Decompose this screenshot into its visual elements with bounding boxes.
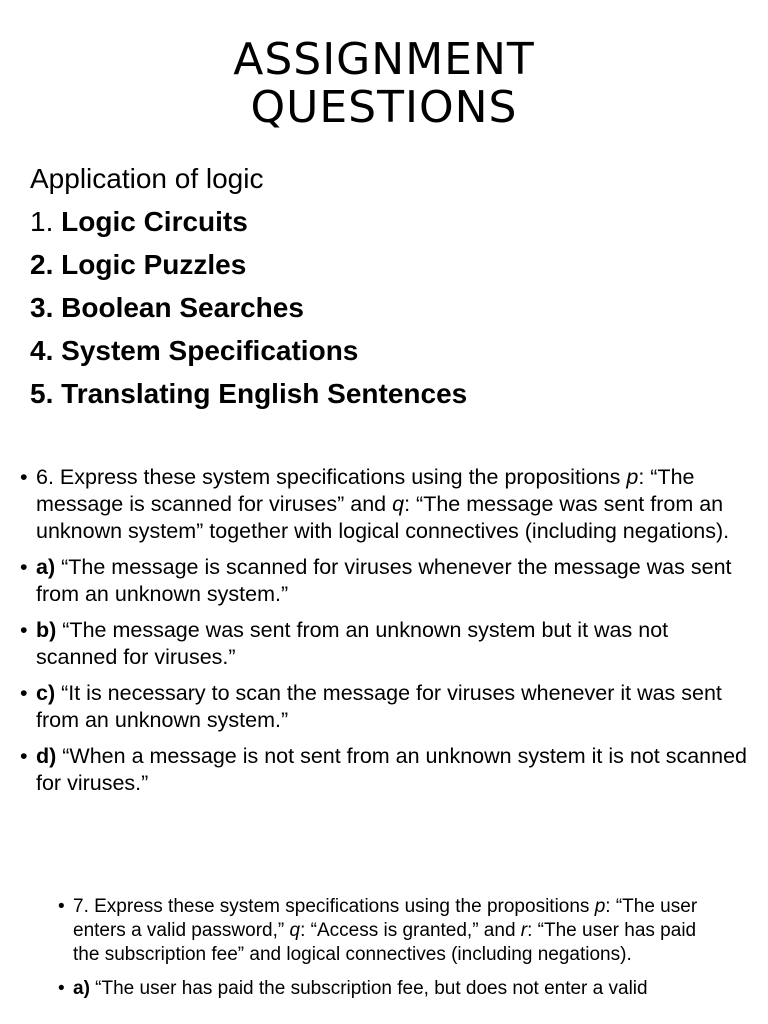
application-text: Translating English Sentences xyxy=(61,378,468,409)
question-7-intro xyxy=(58,895,718,967)
q7-intro-text: 7. Express these system specifications using the propositions xyxy=(73,896,595,917)
title-line-1: ASSIGNMENT xyxy=(233,34,535,85)
item-label: a) xyxy=(73,978,90,999)
question-7-item xyxy=(58,977,718,1001)
application-item xyxy=(30,243,750,286)
q7-var-r: r xyxy=(520,920,528,941)
q7-intro-text: : “The user has paid the subscription fee” and logical connectives (including negations). xyxy=(73,920,697,965)
q6-intro-text: : “The message was sent from an unknown system” together with logical connectives (including negations). xyxy=(36,492,730,543)
application-item xyxy=(30,200,750,243)
application-number: 5. xyxy=(30,378,54,409)
q6-var-q: q xyxy=(392,492,405,516)
application-item xyxy=(30,286,750,329)
q7-intro-text: : “Access is granted,” and xyxy=(300,920,521,941)
item-label: a) xyxy=(36,555,56,579)
item-text: “When a message is not sent from an unknown system it is not scanned for viruses.” xyxy=(36,744,748,795)
q7-var-q: q xyxy=(289,920,301,941)
item-label: b) xyxy=(36,618,57,642)
question-6-item xyxy=(20,617,750,671)
item-label: d) xyxy=(36,744,57,768)
question-6-item xyxy=(20,743,750,797)
item-text: “The message was sent from an unknown system but it was not scanned for viruses.” xyxy=(36,618,669,669)
item-text: “It is necessary to scan the message for viruses whenever it was sent from an unknown system.” xyxy=(36,681,722,732)
applications-heading: Application of logic xyxy=(30,163,264,194)
item-text: “The message is scanned for viruses whenever the message was sent from an unknown system.” xyxy=(36,555,732,606)
application-item xyxy=(30,329,750,372)
title-line-2: QUESTIONS xyxy=(250,82,518,133)
question-6-item xyxy=(20,554,750,608)
application-number: 4. xyxy=(30,335,54,366)
application-number: 1. xyxy=(30,206,54,237)
applications-list xyxy=(30,157,750,415)
page-title xyxy=(0,36,768,132)
application-item xyxy=(30,372,750,415)
q6-intro-text: : “The message is scanned for viruses” and xyxy=(36,465,695,516)
question-6-list xyxy=(20,464,750,806)
application-number: 3. xyxy=(30,292,54,323)
question-7-list xyxy=(58,895,718,1011)
application-text: Logic Puzzles xyxy=(61,249,247,280)
item-text: “The user has paid the subscription fee, but does not enter a valid xyxy=(89,978,648,999)
application-text: System Specifications xyxy=(61,335,359,366)
q7-var-p: p xyxy=(594,896,606,917)
application-text: Logic Circuits xyxy=(61,206,248,237)
q6-var-p: p xyxy=(626,465,639,489)
item-label: c) xyxy=(36,681,56,705)
q6-intro-text: 6. Express these system specifications using the propositions xyxy=(36,465,627,489)
question-6-item xyxy=(20,680,750,734)
application-number: 2. xyxy=(30,249,54,280)
q7-intro-text: : “The user enters a valid password,” xyxy=(73,896,698,941)
application-text: Boolean Searches xyxy=(61,292,304,323)
question-6-intro xyxy=(20,464,750,545)
